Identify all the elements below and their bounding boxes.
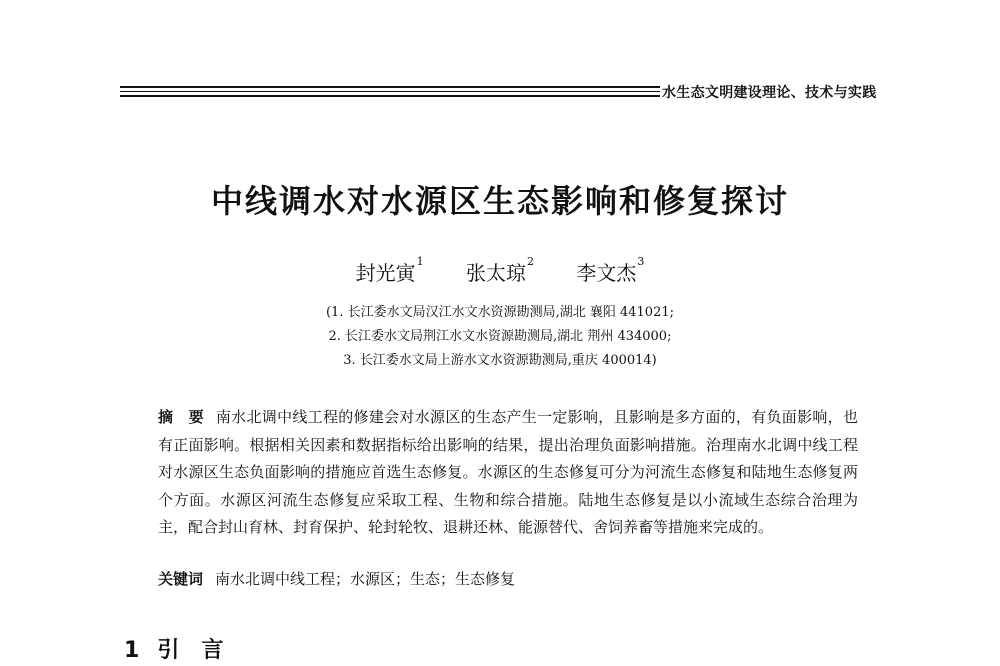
keywords-text: 南水北调中线工程；水源区；生态；生态修复 (215, 570, 516, 588)
author (356, 257, 424, 286)
header-rule-line (120, 95, 660, 97)
author-affil-mark: 1 (416, 255, 424, 268)
author-name: 张太琼 (466, 261, 526, 285)
abstract-label: 摘 要 (158, 408, 204, 426)
author (466, 257, 534, 286)
author-affil-mark: 3 (637, 255, 645, 268)
author-list (0, 257, 1000, 286)
author-affil-mark: 2 (527, 255, 534, 268)
header-rule (120, 84, 660, 98)
affiliation: (1. 长江委水文局汉江水文水资源勘测局,湖北 襄阳 441021; (325, 305, 674, 320)
affiliation: 2. 长江委水文局荆江水文水资源勘测局,湖北 荆州 434000; (328, 329, 672, 344)
section-title: 引 言 (157, 638, 224, 663)
abstract (158, 404, 858, 542)
author-name: 李文杰 (576, 261, 637, 285)
abstract-text: 南水北调中线工程的修建会对水源区的生态产生一定影响，且影响是多方面的，有负面影响，也有正面影响。根据相关因素和数据指标给出影响的结果，提出治理负面影响措施。治理南水北调中线工程对水源区生态负面影响的措施应首选生态修复。水源区的生态修复可分为河流生态修复和陆地生态修复两个方面。水源区河流生态修复应采取工程、生物和综合措施。陆地生态修复是以小流域生态综合治理为主，配合封山育林、封育保护、轮封轮牧、退耕还林、能源替代、舍饲养畜等措施来完成的。 (158, 408, 858, 536)
paper-title: 中线调水对水源区生态影响和修复探讨 (210, 182, 789, 220)
author (576, 257, 644, 286)
running-header: 水生态文明建设理论、技术与实践 (662, 85, 877, 101)
header-rule-line (120, 86, 660, 88)
affiliation: 3. 长江委水文局上游水文水资源勘测局,重庆 400014) (343, 353, 657, 368)
header-rule-line (120, 91, 660, 92)
keywords-label: 关键词 (158, 570, 204, 588)
section-heading (124, 633, 223, 664)
affiliations (0, 301, 1000, 373)
keywords (158, 567, 858, 591)
author-name: 封光寅 (355, 261, 416, 285)
section-number: 1 (124, 638, 140, 663)
